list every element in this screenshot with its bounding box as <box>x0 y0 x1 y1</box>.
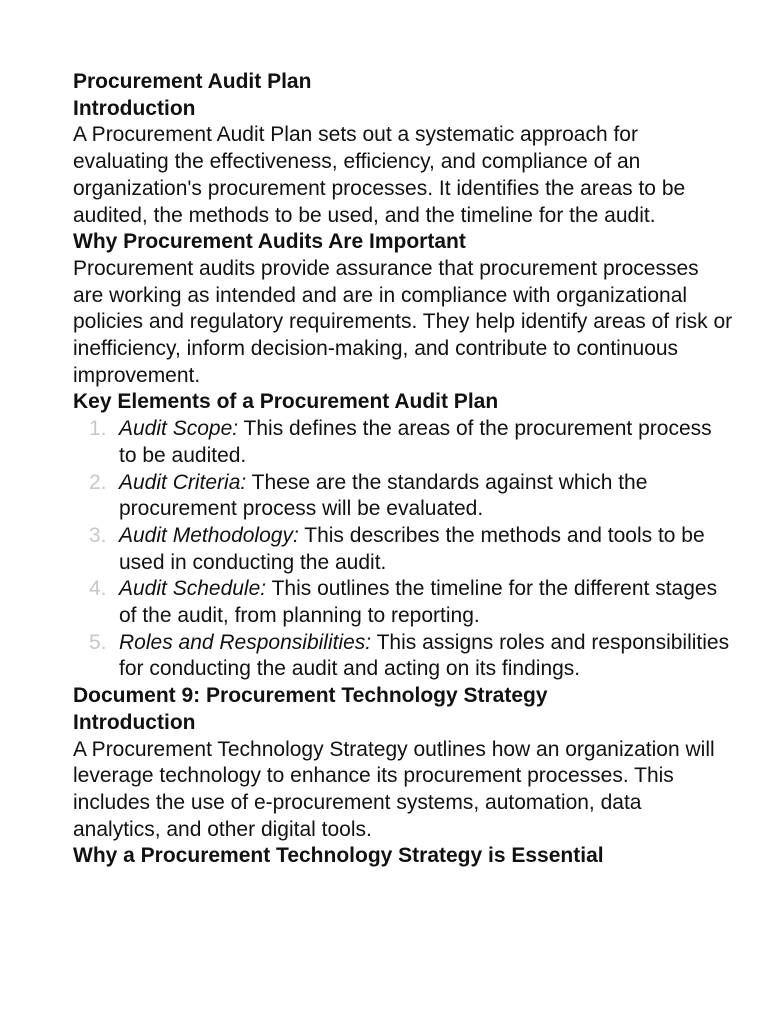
doc9-intro-heading: Introduction <box>73 710 196 734</box>
list-item-number: 3. <box>89 523 107 547</box>
document-title: Procurement Audit Plan <box>73 70 312 93</box>
list-item <box>89 470 733 523</box>
list-item-term: Roles and Responsibilities: <box>119 630 372 654</box>
why-paragraph: Procurement audits provide assurance that procurement processes are working as intended and are in compliance with organizational policies and regulatory requirements. They help identify areas of risk or inefficiency, inform decision-making, and contribute to continuous improvement. <box>73 256 733 387</box>
list-item-term: Audit Schedule: <box>119 577 267 601</box>
list-item <box>89 523 733 576</box>
list-item-text: This describes the methods and tools to be used in conducting the audit. <box>119 523 705 574</box>
document-page <box>73 69 733 870</box>
list-item <box>89 630 733 683</box>
key-elements-heading: Key Elements of a Procurement Audit Plan <box>73 390 499 414</box>
list-item <box>89 416 733 469</box>
list-item-number: 1. <box>89 417 107 441</box>
intro-paragraph: A Procurement Audit Plan sets out a systematic approach for evaluating the effectiveness, efficiency, and compliance of an organization's procurement processes. It identifies the areas to be audited, the methods to be used, and the timeline for the audit. <box>73 123 686 227</box>
list-item-number: 2. <box>89 470 107 494</box>
list-item-term: Audit Scope: <box>119 417 239 441</box>
list-item-text: This assigns roles and responsibilities for conducting the audit and acting on its findings. <box>119 630 730 681</box>
list-item-text: This defines the areas of the procurement process to be audited. <box>119 417 712 467</box>
doc9-intro-paragraph: A Procurement Technology Strategy outlines how an organization will leverage technology to enhance its procurement processes. This includes the use of e-procurement systems, automation, data analytics, and other digital tools. <box>73 737 715 841</box>
intro-heading: Introduction <box>73 96 196 120</box>
why-heading: Why Procurement Audits Are Important <box>73 230 466 254</box>
list-item-term: Audit Criteria: <box>119 470 247 494</box>
doc9-why-heading: Why a Procurement Technology Strategy is Essential <box>73 844 604 868</box>
list-item-number: 4. <box>89 577 107 601</box>
list-item-text: This outlines the timeline for the different stages of the audit, from planning to reporting. <box>119 577 718 628</box>
doc9-heading: Document 9: Procurement Technology Strategy <box>73 684 548 708</box>
list-item <box>89 576 733 629</box>
list-item-term: Audit Methodology: <box>119 523 299 547</box>
key-elements-list <box>73 416 733 683</box>
list-item-text: These are the standards against which the procurement process will be evaluated. <box>119 470 648 521</box>
list-item-number: 5. <box>89 630 107 654</box>
